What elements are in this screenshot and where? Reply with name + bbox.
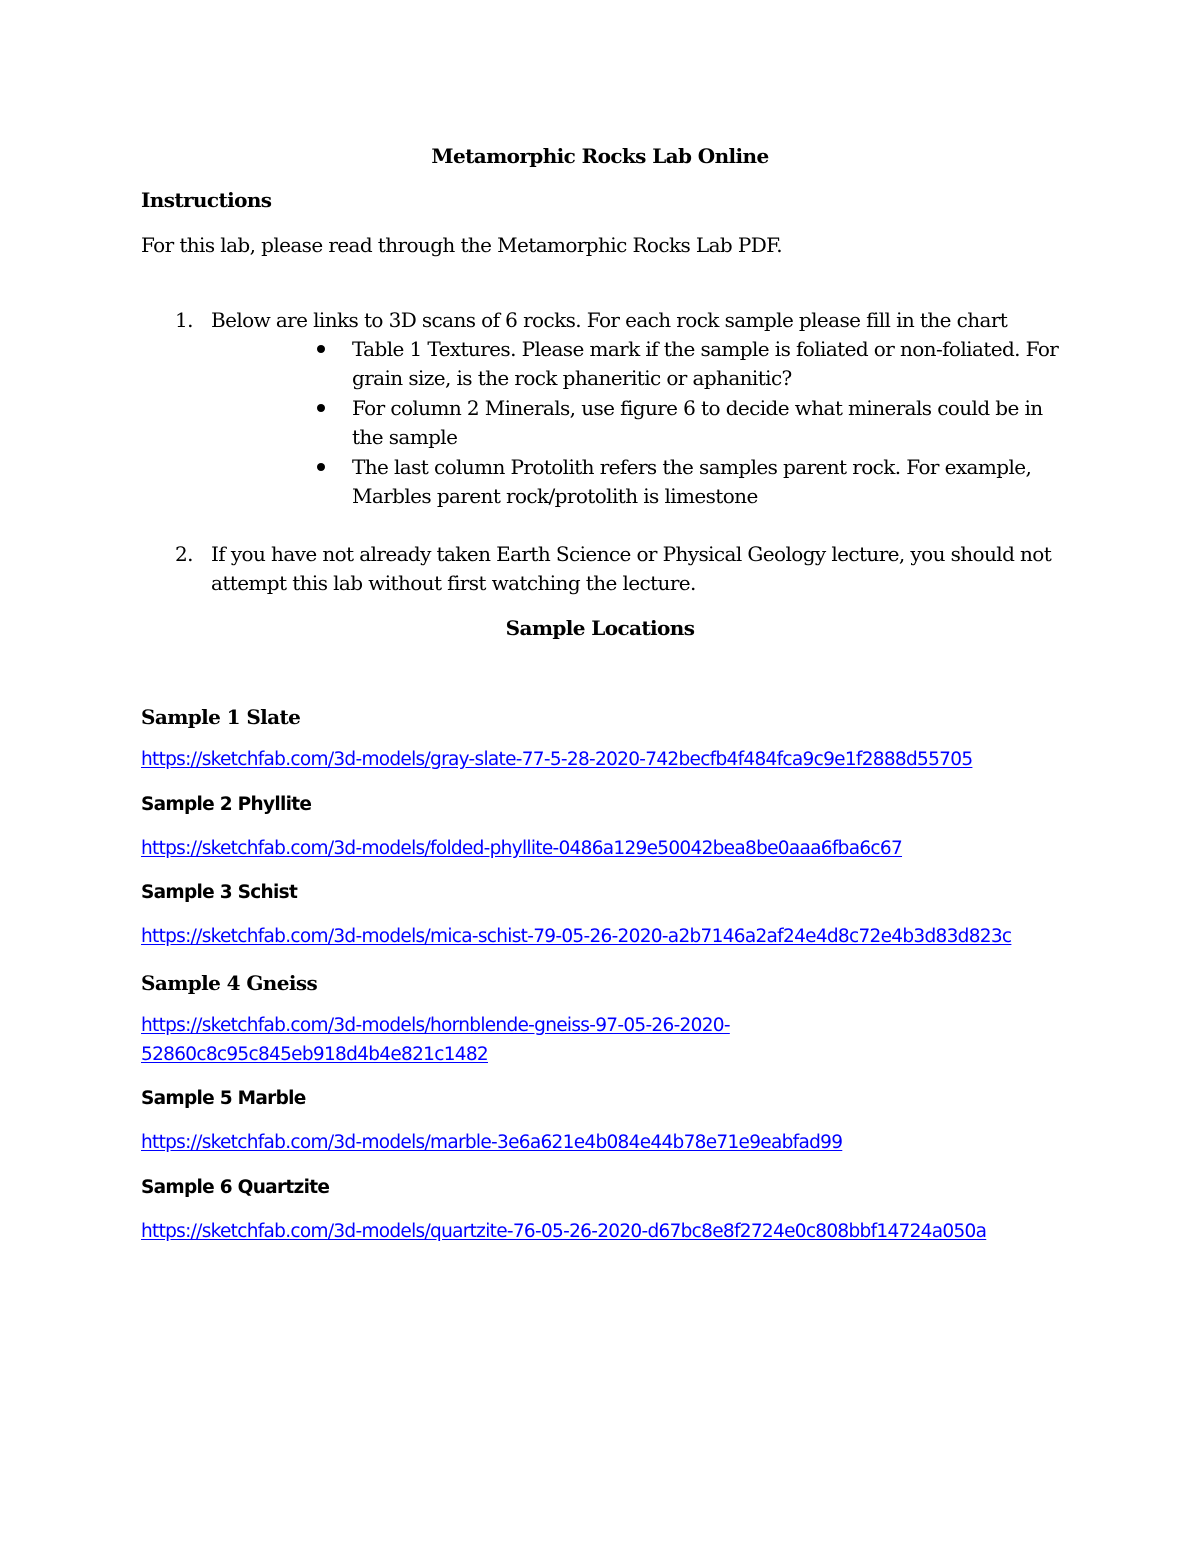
document-title: Metamorphic Rocks Lab Online xyxy=(431,144,769,168)
list-item-1-text: Below are links to 3D scans of 6 rocks. For each rock sample please fill in the chart xyxy=(211,308,1008,332)
sample-3-link[interactable]: https://sketchfab.com/3d-models/mica-schist-79-05-26-2020-a2b7146a2af24e4d8c72e4b3d83d823c xyxy=(141,926,1012,947)
sample-6-link[interactable]: https://sketchfab.com/3d-models/quartzite-76-05-26-2020-d67bc8e8f2724e0c808bbf14724a050a xyxy=(141,1221,987,1242)
sample-1-link[interactable]: https://sketchfab.com/3d-models/gray-slate-77-5-28-2020-742becfb4f484fca9c9e1f2888d55705 xyxy=(141,749,973,770)
instructions-heading: Instructions xyxy=(141,188,272,212)
bullet-3-line-1: The last column Protolith refers the samples parent rock. For example, xyxy=(352,455,1032,479)
sample-1-label: Sample 1 Slate xyxy=(141,705,301,729)
bullet-icon xyxy=(317,345,325,353)
sample-2-label: Sample 2 Phyllite xyxy=(141,794,312,815)
sample-6-label: Sample 6 Quartzite xyxy=(141,1177,330,1198)
bullet-3-line-2: Marbles parent rock/protolith is limestone xyxy=(352,484,758,508)
bullet-2-line-2: the sample xyxy=(352,425,458,449)
bullet-1-line-1: Table 1 Textures. Please mark if the sample is foliated or non-foliated. For xyxy=(352,337,1059,361)
sample-4-link-line-1[interactable]: https://sketchfab.com/3d-models/hornblende-gneiss-97-05-26-2020- xyxy=(141,1015,730,1036)
sample-4-link-line-2[interactable]: 52860c8c95c845eb918d4b4e821c1482 xyxy=(141,1044,488,1065)
sample-5-label: Sample 5 Marble xyxy=(141,1088,306,1109)
list-item-2-line-1: If you have not already taken Earth Science or Physical Geology lecture, you should not xyxy=(211,542,1052,566)
sample-2-link[interactable]: https://sketchfab.com/3d-models/folded-phyllite-0486a129e50042bea8be0aaa6fba6c67 xyxy=(141,838,903,859)
bullet-icon xyxy=(317,404,325,412)
sample-3-label: Sample 3 Schist xyxy=(141,882,298,903)
sample-4-label: Sample 4 Gneiss xyxy=(141,971,318,995)
list-number-1: 1. xyxy=(175,308,193,332)
intro-paragraph: For this lab, please read through the Metamorphic Rocks Lab PDF. xyxy=(141,233,783,257)
sample-5-link[interactable]: https://sketchfab.com/3d-models/marble-3e6a621e4b084e44b78e71e9eabfad99 xyxy=(141,1132,843,1153)
list-number-2: 2. xyxy=(175,542,193,566)
list-item-2-line-2: attempt this lab without first watching the lecture. xyxy=(211,571,696,595)
bullet-2-line-1: For column 2 Minerals, use figure 6 to decide what minerals could be in xyxy=(352,396,1043,420)
bullet-icon xyxy=(317,463,325,471)
sample-locations-heading: Sample Locations xyxy=(505,616,695,640)
bullet-1-line-2: grain size, is the rock phaneritic or aphanitic? xyxy=(352,366,792,390)
